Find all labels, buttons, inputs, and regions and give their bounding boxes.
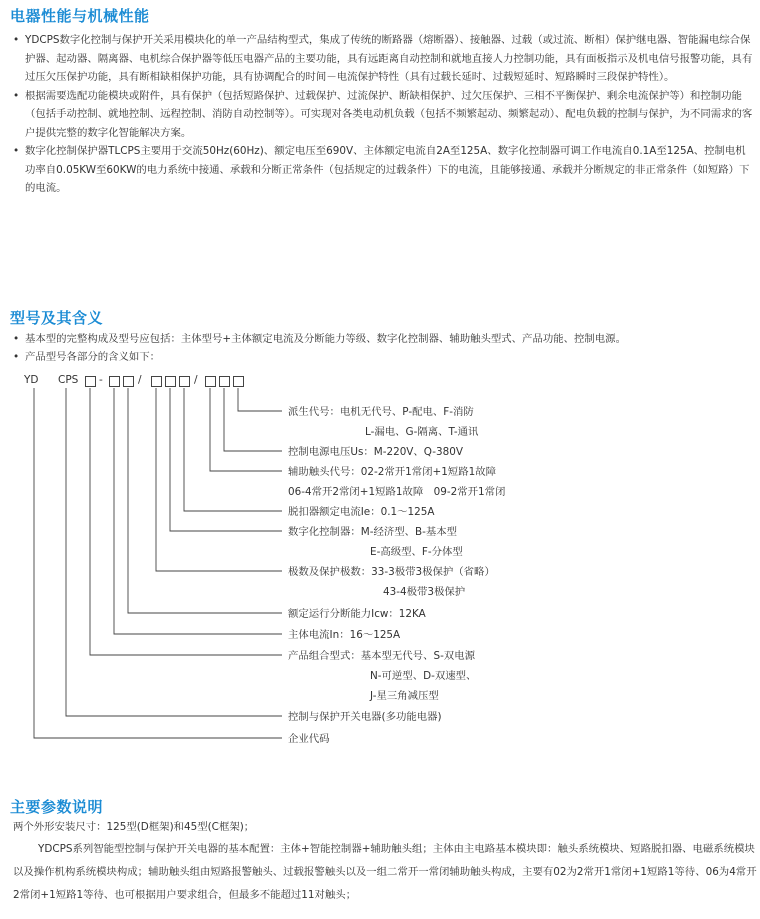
code-slash: / bbox=[138, 374, 142, 386]
bullet-item: • 数字化控制保护器TLCPS主要用于交流50Hz(60Hz)、额定电压至690V、主体额定电流自2A至125A、数字化控制器可调工作电流自0.1A至125A、控制电机功率自0.05KW至60KW的电力系统中接通、承载和分断正常条件（包括规定的过载条件）下的电流，且能够接通、承载并分断规定的非正常条件（如短路）下的电流。 bbox=[13, 145, 750, 194]
label-controller: 数字化控制器：M-经济型、B-基本型 bbox=[288, 526, 458, 538]
label-main-current: 主体电流In：16～125A bbox=[288, 629, 401, 641]
bullet-item: • 根据需要选配功能模块或附件，具有保护（包括短路保护、过载保护、过流保护、断缺相保护、过欠压保护、三相不平衡保护、剩余电流保护等）和控制功能（包括手动控制、就地控制、远程控制、消防自动控制等）。可实现对各类电动机负载（包括不频繁起动、频繁起动）、配电负载的控制与保护，为不同需求的客户提供完整的数字化智能解决方案。 bbox=[13, 89, 753, 139]
label-aux-contact-cont: 06-4常开2常闭+1短路1故障 09-2常开1常闭 bbox=[288, 486, 506, 498]
parameters-paragraph: YDCPS系列智能型控制与保护开关电器的基本配置：主体+智能控制器+辅助触头组；主体由主电路基本模块即：触头系统模块、短路脱扣器、电磁系统模块以及操作机构系统模块构成；辅助触头组由短路报警触头、过载报警触头以及一组二常开一常闭辅助触头构成，主要有02为2常开1常闭+1短路1等待、06为4常开2常闭+1短路1等待、也可根据用户要求组合，但最多不能超过11对触头； bbox=[13, 843, 757, 901]
bullet-item: • YDCPS数字化控制与保护开关采用模块化的单一产品结构型式，集成了传统的断路器（熔断器）、接触器、过载（或过流、断相）保护继电器、智能漏电综合保护器、起动器、隔离器、电机综合保护器等低压电器产品的主要功能，具有远距离自动控制和就地直接人力控制功能，具有面板指示及机电信号报警功能，具有过压欠压保护功能，具有断相缺相保护功能，具有协调配合的时间－电流保护特性（具有过载长延时、过载短延时、短路瞬时三段保护特性）。 bbox=[13, 34, 753, 83]
label-aux-contact: 辅助触头代号：02-2常开1常闭+1短路1故障 bbox=[288, 466, 496, 478]
label-poles: 极数及保护极数：33-3极带3极保护（省略） bbox=[288, 566, 495, 578]
code-slash: / bbox=[194, 374, 198, 386]
label-combination: 产品组合型式：基本型无代号、S-双电源 bbox=[288, 650, 475, 662]
parameters-line: 两个外形安装尺寸：125型(D框架)和45型(C框架)； bbox=[13, 821, 255, 833]
label-trip-current: 脱扣器额定电流Ie：0.1～125A bbox=[288, 506, 435, 518]
code-prefix-cps: CPS bbox=[58, 374, 79, 386]
label-poles-cont: 43-4极带3极保护 bbox=[383, 586, 466, 598]
label-breaking-capacity: 额定运行分断能力Icw：12KA bbox=[288, 608, 426, 620]
label-combination-cont: N-可逆型、D-双速型、 bbox=[370, 670, 477, 682]
label-control-voltage: 控制电源电压Us：M-220V、Q-380V bbox=[288, 446, 463, 458]
bullet-item: • 基本型的完整构成及型号应包括：主体型号+主体额定电流及分断能力等级、数字化控制器、辅助触头型式、产品功能、控制电源。 bbox=[13, 333, 626, 345]
label-combination-cont2: J-星三角减压型 bbox=[370, 690, 439, 702]
code-dash: - bbox=[99, 374, 103, 386]
label-company-code: 企业代码 bbox=[288, 733, 330, 745]
section-title-model: 型号及其含义 bbox=[10, 309, 104, 327]
label-product-name: 控制与保护开关电器(多功能电器) bbox=[288, 711, 442, 723]
label-controller-cont: E-高级型、F-分体型 bbox=[370, 546, 463, 558]
label-derivative: 派生代号：电机无代号、P-配电、F-消防 bbox=[288, 406, 474, 418]
label-derivative-cont: L-漏电、G-隔离、T-通讯 bbox=[365, 426, 479, 438]
bullet-item: • 产品型号各部分的含义如下： bbox=[13, 351, 161, 363]
section-title-performance: 电器性能与机械性能 bbox=[10, 7, 150, 25]
code-prefix-yd: YD bbox=[24, 374, 39, 386]
section-title-parameters: 主要参数说明 bbox=[10, 798, 104, 816]
